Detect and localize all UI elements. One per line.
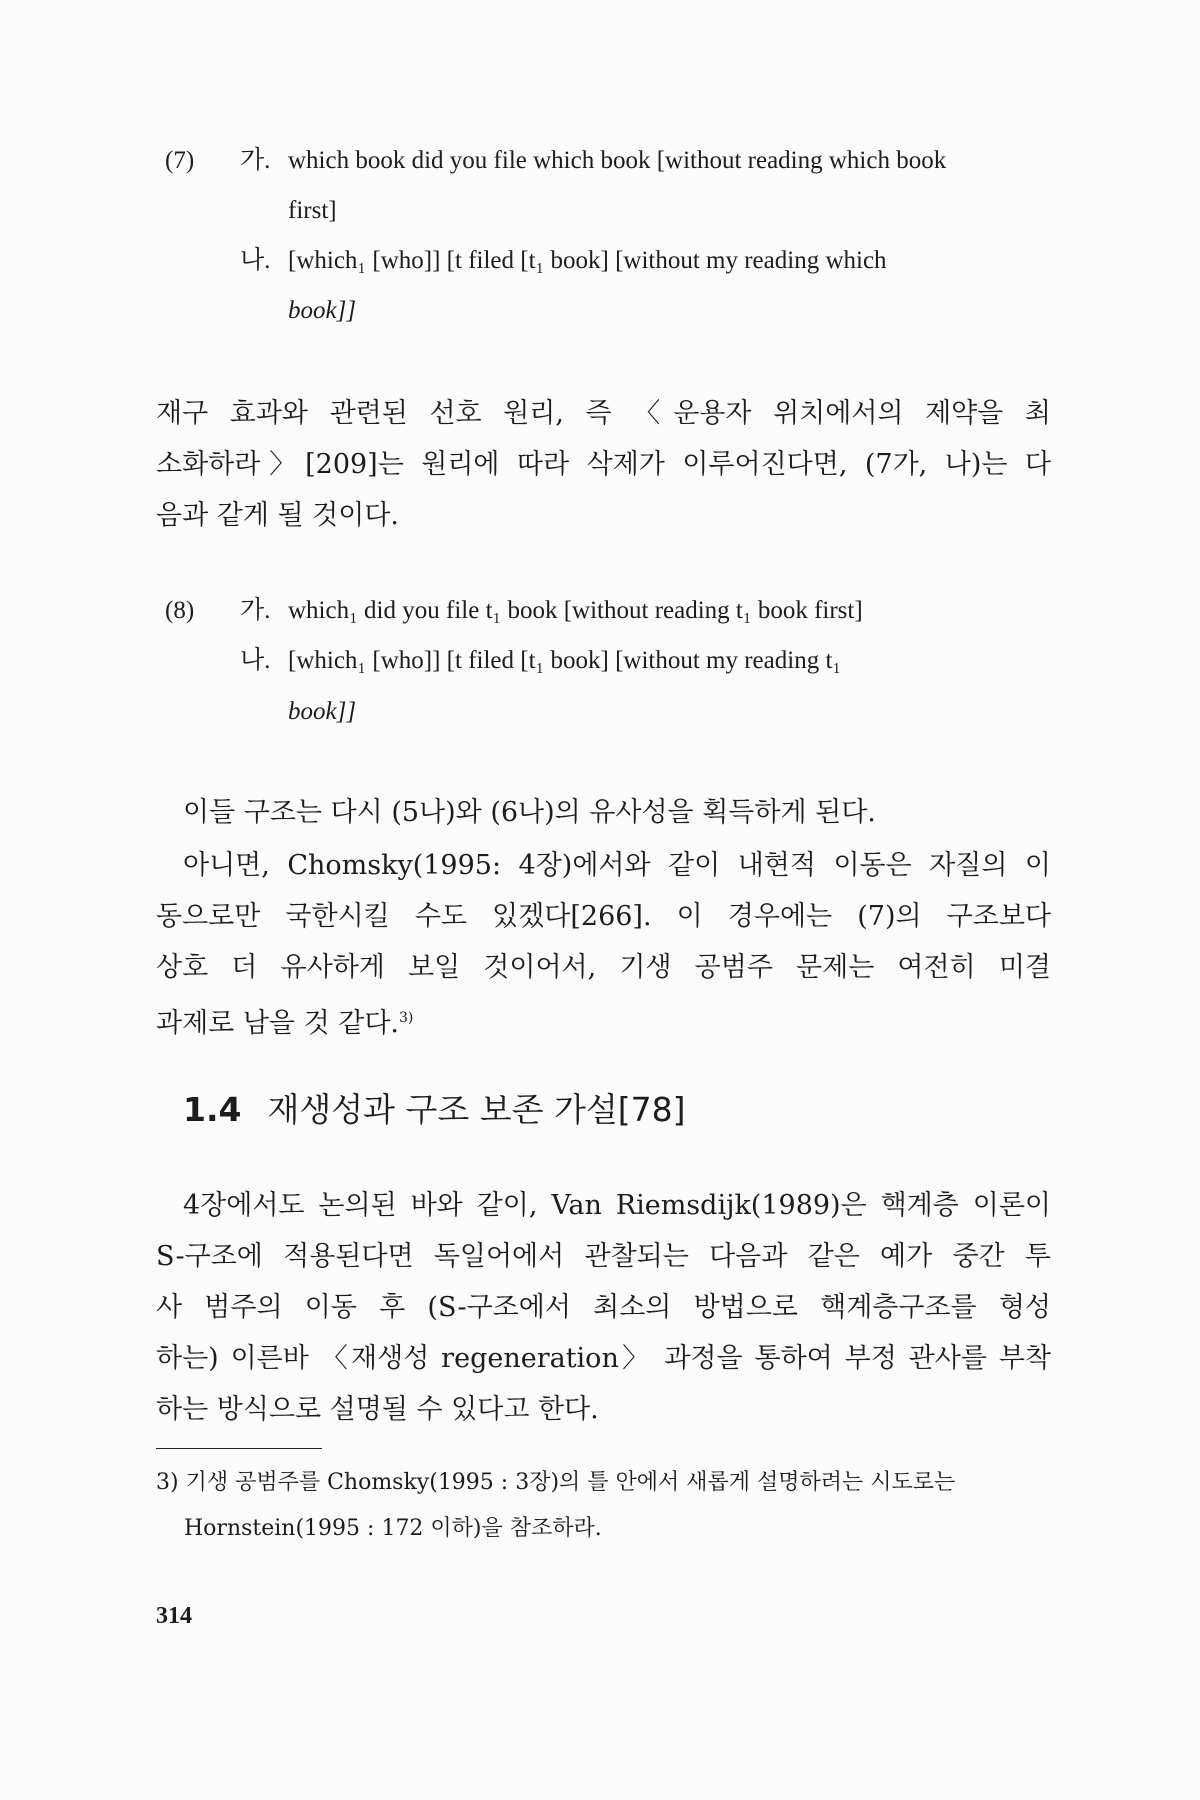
footnote-divider — [156, 1448, 322, 1449]
paragraph-3-line4-text: 과제로 남을 것 같다. — [156, 1008, 399, 1039]
footnote-line2: Hornstein(1995 : 172 이하)을 참조하라. — [184, 1516, 602, 1541]
example-7a-marker: 가. — [240, 147, 271, 174]
example-7b-marker: 나. — [240, 247, 271, 274]
paragraph-3-line4 — [156, 993, 1051, 1049]
paragraph-3 — [156, 840, 1051, 1049]
section-title: 재생성과 구조 보존 가설[78] — [267, 1090, 686, 1129]
paragraph-3-line1: 아니면, Chomsky(1995: 4장)에서와 같이 내현적 이동은 자질의 이 — [183, 850, 1051, 881]
example-8a-marker: 가. — [240, 597, 271, 624]
example-8b-line2: book]] — [288, 698, 357, 725]
paragraph-1 — [156, 388, 1051, 541]
paragraph-1-line2: 소화하라〉[209]는 원리에 따라 삭제가 이루어진다면, (7가, 나)는 다 — [156, 449, 1051, 480]
paragraph-4-line5: 하는 방식으로 설명될 수 있다고 한다. — [156, 1394, 599, 1425]
example-7-label: (7) — [165, 147, 195, 174]
example-7b-line1: [which₁ [who]] [t filed [t₁ book] [without my reading which — [288, 247, 887, 274]
paragraph-3-line2: 동으로만 국한시킬 수도 있겠다[266]. 이 경우에는 (7)의 구조보다 — [156, 901, 1051, 932]
paragraph-2 — [183, 787, 1051, 838]
example-7a-line2: first] — [288, 197, 337, 224]
example-8b-line1: [which₁ [who]] [t filed [t₁ book] [without my reading t₁ — [288, 647, 842, 674]
footnote-reference[interactable]: 3) — [399, 1010, 414, 1026]
example-8-label: (8) — [165, 597, 195, 624]
paragraph-4-line2: S-구조에 적용된다면 독일어에서 관찰되는 다음과 같은 예가 중간 투 — [156, 1241, 1051, 1272]
example-7b-line2: book]] — [288, 297, 357, 324]
example-8b-marker: 나. — [240, 647, 271, 674]
section-heading — [183, 1090, 685, 1130]
example-7a-line1: which book did you file which book [without reading which book — [288, 147, 947, 174]
paragraph-2-line1: 이들 구조는 다시 (5나)와 (6나)의 유사성을 획득하게 된다. — [183, 797, 876, 828]
paragraph-1-line3: 음과 같게 될 것이다. — [156, 500, 399, 531]
page-number: 314 — [156, 1603, 192, 1629]
paragraph-4-line4: 하는) 이른바 〈재생성 regeneration〉 과정을 통하여 부정 관사를 부착 — [156, 1343, 1051, 1374]
paragraph-4 — [156, 1180, 1051, 1435]
paragraph-4-line1: 4장에서도 논의된 바와 같이, Van Riemsdijk(1989)은 핵계층 이론이 — [183, 1190, 1051, 1221]
footnote-line1: 3) 기생 공범주를 Chomsky(1995 : 3장)의 틀 안에서 새롭게 설명하려는 시도로는 — [156, 1470, 956, 1495]
paragraph-3-line3: 상호 더 유사하게 보일 것이어서, 기생 공범주 문제는 여전히 미결 — [156, 952, 1051, 983]
example-8a-line1: which₁ did you file t₁ book [without reading t₁ book first] — [288, 597, 863, 624]
section-number: 1.4 — [183, 1090, 242, 1129]
paragraph-4-line3: 사 범주의 이동 후 (S-구조에서 최소의 방법으로 핵계층구조를 형성 — [156, 1292, 1051, 1323]
paragraph-1-line1: 재구 효과와 관련된 선호 원리, 즉 〈운용자 위치에서의 제약을 최 — [156, 398, 1051, 429]
